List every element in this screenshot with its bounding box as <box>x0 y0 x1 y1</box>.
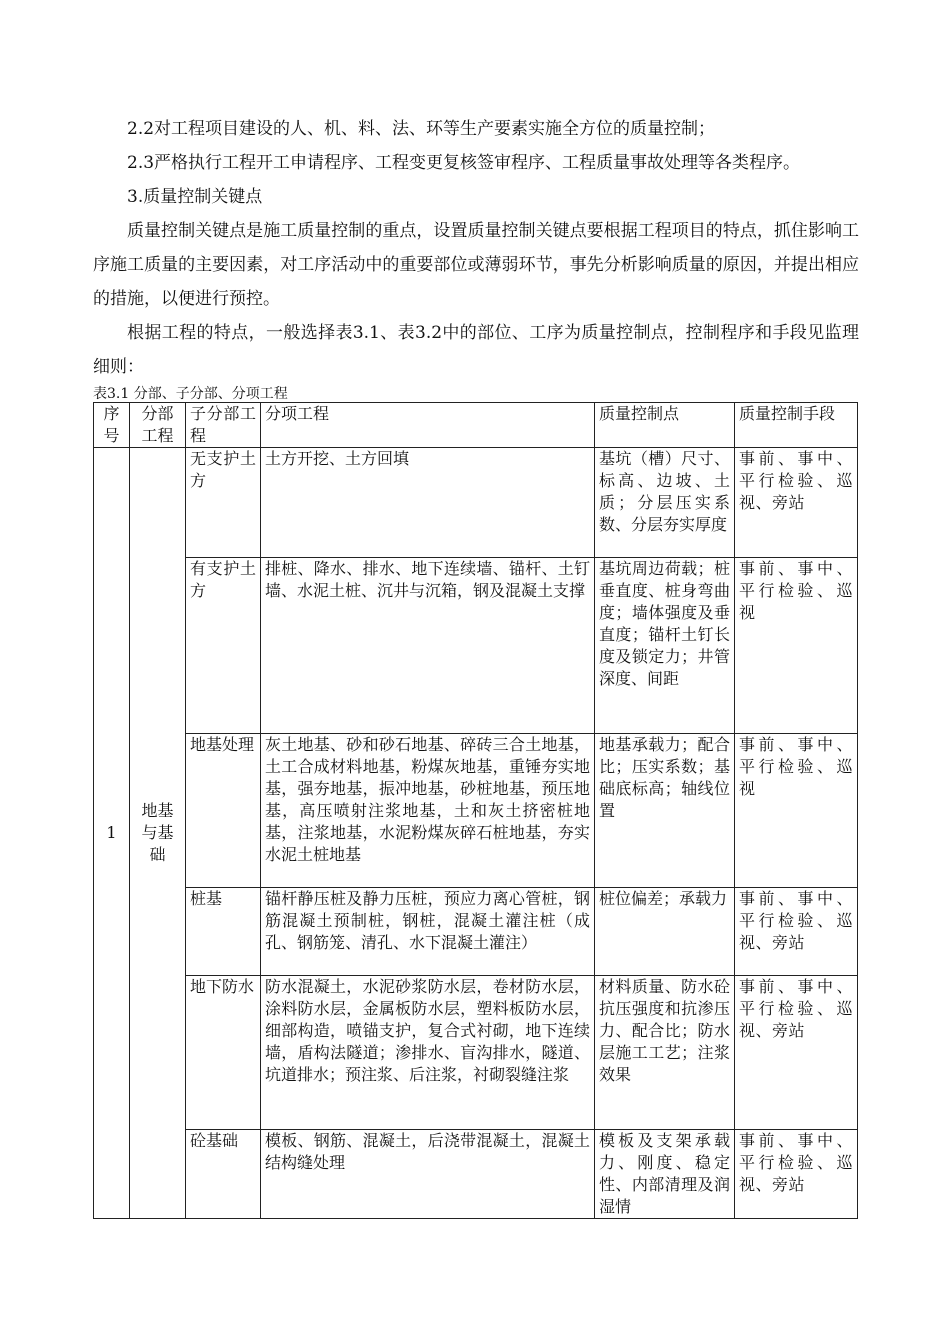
items-cell: 土方开挖、土方回填 <box>261 448 595 558</box>
control-means-cell: 事前、事中、平行检验、巡视、旁站 <box>735 1130 858 1219</box>
paragraph-selection: 根据工程的特点，一般选择表3.1、表3.2中的部位、工序为质量控制点，控制程序和手段见监理细则： <box>93 323 859 377</box>
paragraph-2-2: 2.2对工程项目建设的人、机、料、法、环等生产要素实施全方位的质量控制； <box>127 119 716 139</box>
items-cell: 排桩、降水、排水、地下连续墙、锚杆、土钉墙、水泥土桩、沉井与沉箱，钢及混凝土支撑 <box>261 558 595 734</box>
control-points-cell: 地基承载力；配合比；压实系数；基础底标高；轴线位置 <box>595 734 735 888</box>
header-items: 分项工程 <box>261 403 595 448</box>
table-row <box>94 976 858 1130</box>
paragraph-2-3: 2.3严格执行工程开工申请程序、工程变更复核签审程序、工程质量事故处理等各类程序。 <box>127 153 801 173</box>
control-means-cell: 事前、事中、平行检验、巡视、旁站 <box>735 888 858 976</box>
table-row <box>94 888 858 976</box>
table-row <box>94 734 858 888</box>
paragraph-key-points: 质量控制关键点是施工质量控制的重点，设置质量控制关键点要根据工程项目的特点，抓住影响工序施工质量的主要因素，对工序活动中的重要部位或薄弱环节，事先分析影响质量的原因，并提出相应的措施，以便进行预控。 <box>93 221 859 309</box>
subdivision-cell: 无支护土方 <box>186 448 261 558</box>
quality-control-table <box>93 402 858 1219</box>
items-cell: 防水混凝土，水泥砂浆防水层，卷材防水层，涂料防水层，金属板防水层，塑料板防水层，细部构造，喷锚支护，复合式衬砌，地下连续墙，盾构法隧道；渗排水、盲沟排水，隧道、坑道排水；预注浆、后注浆，衬砌裂缝注浆 <box>261 976 595 1130</box>
section-heading-3: 3.质量控制关键点 <box>127 187 263 207</box>
table-row <box>94 1130 858 1219</box>
subdivision-cell: 有支护土方 <box>186 558 261 734</box>
document-body <box>93 112 859 1219</box>
header-control-means: 质量控制手段 <box>735 403 858 448</box>
header-control-points: 质量控制点 <box>595 403 735 448</box>
table-row <box>94 448 858 558</box>
control-points-cell: 桩位偏差；承载力 <box>595 888 735 976</box>
control-points-cell: 材料质量、防水砼抗压强度和抗渗压力、配合比；防水层施工工艺；注浆效果 <box>595 976 735 1130</box>
table-row <box>94 558 858 734</box>
subdivision-cell: 桩基 <box>186 888 261 976</box>
items-cell: 模板、钢筋、混凝土，后浇带混凝土，混凝土结构缝处理 <box>261 1130 595 1219</box>
control-points-cell: 基坑周边荷载；桩垂直度、桩身弯曲度；墙体强度及垂直度；锚杆土钉长度及锁定力；井管深度、间距 <box>595 558 735 734</box>
control-means-cell: 事前、事中、平行检验、巡视 <box>735 558 858 734</box>
header-division: 分部工程 <box>130 403 186 448</box>
control-points-cell: 模板及支架承载力、刚度、稳定性、内部清理及润湿情 <box>595 1130 735 1219</box>
subdivision-cell: 地下防水 <box>186 976 261 1130</box>
control-means-cell: 事前、事中、平行检验、巡视、旁站 <box>735 976 858 1130</box>
control-means-cell: 事前、事中、平行检验、巡视 <box>735 734 858 888</box>
subdivision-cell: 砼基础 <box>186 1130 261 1219</box>
table-header-row <box>94 403 858 448</box>
control-means-cell: 事前、事中、平行检验、巡视、旁站 <box>735 448 858 558</box>
table-caption: 表3.1 分部、子分部、分项工程 <box>93 386 288 402</box>
header-subdivision: 子分部工程 <box>186 403 261 448</box>
control-points-cell: 基坑（槽）尺寸、标高、边坡、土质；分层压实系数、分层夯实厚度 <box>595 448 735 558</box>
division-cell: 地基与基础 <box>130 448 186 1219</box>
items-cell: 锚杆静压桩及静力压桩，预应力离心管桩，钢筋混凝土预制桩，钢桩，混凝土灌注桩（成孔、钢筋笼、清孔、水下混凝土灌注） <box>261 888 595 976</box>
seq-cell: 1 <box>94 448 130 1219</box>
header-seq: 序号 <box>94 403 130 448</box>
subdivision-cell: 地基处理 <box>186 734 261 888</box>
items-cell: 灰土地基、砂和砂石地基、碎砖三合土地基，土工合成材料地基，粉煤灰地基，重锤夯实地基，强夯地基，振冲地基，砂桩地基，预压地基，高压喷射注浆地基，土和灰土挤密桩地基，注浆地基，水泥粉煤灰碎石桩地基，夯实水泥土桩地基 <box>261 734 595 888</box>
